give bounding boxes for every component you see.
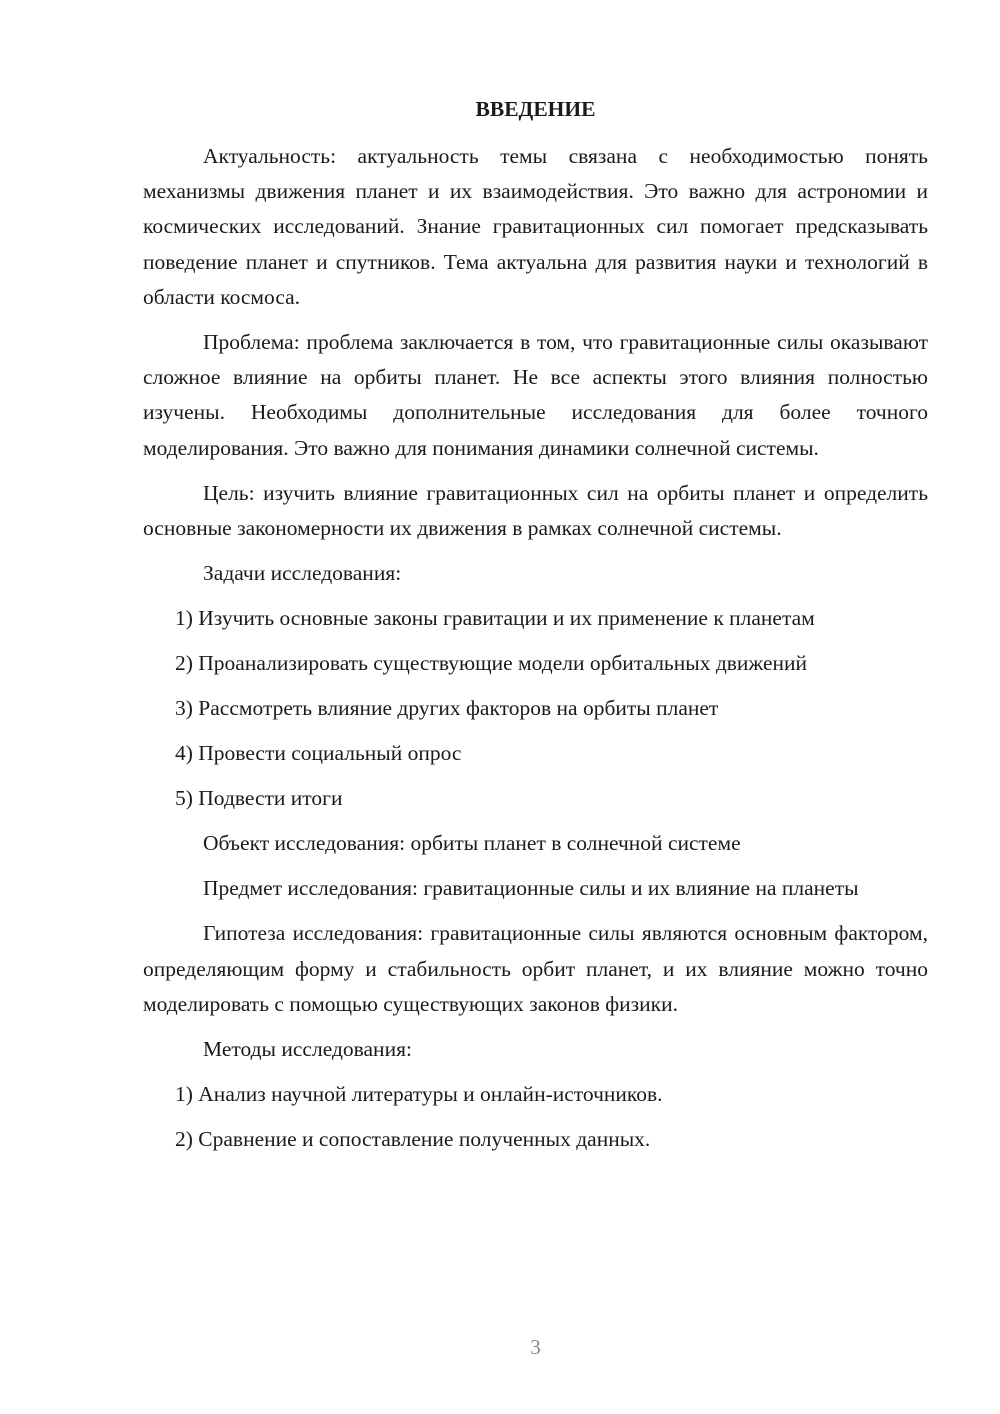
task-item-2: 2) Проанализировать существующие модели орбитальных движений: [175, 651, 808, 676]
methods-label: Методы исследования:: [203, 1037, 412, 1062]
task-item-5: 5) Подвести итоги: [175, 786, 343, 811]
method-item-1: 1) Анализ научной литературы и онлайн-источников.: [175, 1082, 663, 1107]
page-number: 3: [530, 1335, 541, 1359]
hypothesis-paragraph: Гипотеза исследования: гравитационные силы являются основным фактором, определяющим форму и стабильность орбит планет, и их влияние можно точно моделировать с помощью существующих законов физики.: [143, 921, 928, 1016]
problem-paragraph: Проблема: проблема заключается в том, что гравитационные силы оказывают сложное влияние на орбиты планет. Не все аспекты этого влияния полностью изучены. Необходимы дополнительные исследования для более точного моделирования. Это важно для понимания динамики солнечной системы.: [143, 330, 928, 460]
task-item-4: 4) Провести социальный опрос: [175, 741, 462, 766]
method-item-2: 2) Сравнение и сопоставление полученных данных.: [175, 1127, 651, 1152]
object-line: Объект исследования: орбиты планет в солнечной системе: [203, 831, 741, 856]
task-item-3: 3) Рассмотреть влияние других факторов на орбиты планет: [175, 696, 719, 721]
goal-paragraph: Цель: изучить влияние гравитационных сил на орбиты планет и определить основные закономерности их движения в рамках солнечной системы.: [143, 480, 928, 541]
task-item-1: 1) Изучить основные законы гравитации и их применение к планетам: [175, 606, 815, 631]
relevance-paragraph: Актуальность: актуальность темы связана с необходимостью понять механизмы движения планет и их взаимодействия. Это важно для астрономии и космических исследований. Знание гравитационных сил помогает предсказывать поведение планет и спутников. Тема актуальна для развития науки и технологий в области космоса.: [143, 144, 928, 309]
tasks-label: Задачи исследования:: [203, 561, 402, 586]
subject-paragraph: Предмет исследования: гравитационные силы и их влияние на планеты: [203, 876, 859, 901]
document-page: [143, 92, 928, 1167]
page-title: ВВЕДЕНИЕ: [475, 97, 596, 121]
